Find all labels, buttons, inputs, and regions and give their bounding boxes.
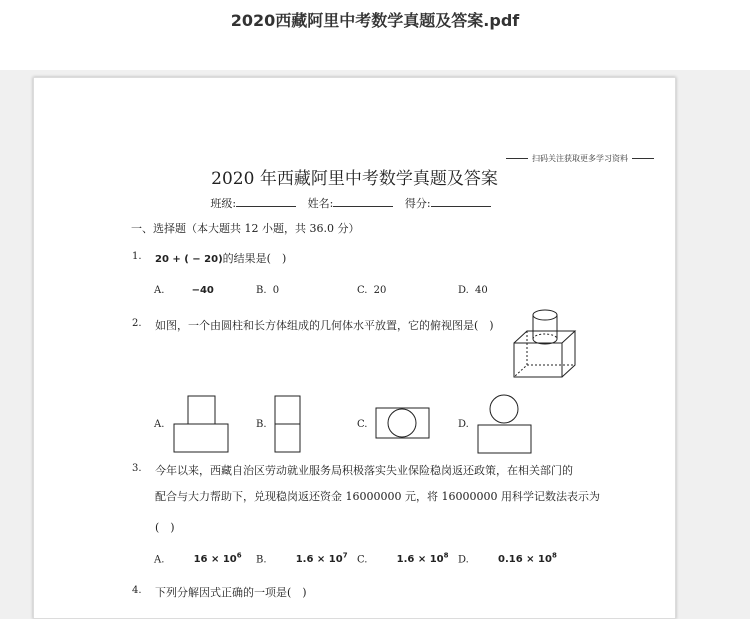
q3-option-b-label: B. <box>256 554 267 566</box>
q2-option-d-figure <box>478 394 532 456</box>
field-class-blank <box>236 196 296 207</box>
q1-option-a-value: −40 <box>191 285 214 296</box>
q3-option-a-exponent: 6 <box>236 552 242 560</box>
q1-option-c <box>357 285 386 296</box>
q3-option-c-label: C. <box>357 554 368 566</box>
q1-option-d-value: 40 <box>475 285 488 296</box>
q3-option-a <box>154 552 242 565</box>
q3-option-c-exponent: 8 <box>443 552 449 560</box>
field-class-label: 班级: <box>210 197 237 210</box>
file-title: 2020西藏阿里中考数学真题及答案.pdf <box>230 11 520 30</box>
q2-option-c-label: C. <box>357 419 368 430</box>
q2-option-d-label: D. <box>458 419 469 430</box>
q3-number: 3. <box>132 463 142 474</box>
q2-option-a-figure <box>174 396 228 454</box>
box-front-face <box>514 343 562 377</box>
q2-option-b-label: B. <box>256 419 267 430</box>
box-right-face <box>562 331 575 377</box>
q2-number: 2. <box>132 318 142 329</box>
q1-number: 1. <box>132 251 142 262</box>
scan-note-rule-right <box>632 158 654 159</box>
q4-stem: 下列分解因式正确的一项是( ) <box>155 586 307 599</box>
viewer-header <box>0 0 750 70</box>
q3-option-a-label: A. <box>154 554 165 566</box>
q2-option-a-label: A. <box>154 419 165 430</box>
q3-option-b-exponent: 7 <box>342 552 348 560</box>
q1-option-a <box>154 285 214 296</box>
q2-option-c-figure <box>376 408 430 440</box>
q1-option-c-value: 20 <box>373 285 387 296</box>
q1-stem-math: 20 + ( − 20) <box>155 254 223 265</box>
document-title: 2020 年西藏阿里中考数学真题及答案 <box>211 169 498 189</box>
cylinder-top <box>533 310 557 320</box>
field-score-blank <box>431 196 491 207</box>
q1-option-b-value: 0 <box>272 285 280 296</box>
field-name-label: 姓名: <box>307 197 334 210</box>
q2-stem: 如图，一个由圆柱和长方体组成的几何体水平放置，它的俯视图是( ) <box>155 319 494 332</box>
q3-option-b <box>256 552 348 565</box>
box-top-face <box>514 331 575 343</box>
q1-option-a-label: A. <box>154 285 165 296</box>
box-hidden-edges-left <box>514 331 527 377</box>
field-score-label: 得分: <box>404 197 431 210</box>
q3-stem-line1: 今年以来，西藏自治区劳动就业服务局积极落实失业保险稳岗返还政策，在相关部门的 <box>155 464 573 477</box>
q3-option-b-base: 1.6 × 10 <box>295 554 343 566</box>
section-heading: 一、选择题（本大题共 12 小题，共 36.0 分） <box>131 222 360 235</box>
q3-option-a-base: 16 × 10 <box>193 554 237 566</box>
q3-option-d-base: 0.16 × 10 <box>498 554 552 566</box>
q2-option-b-figure <box>275 396 301 454</box>
field-name-blank <box>333 196 393 207</box>
document-page[interactable] <box>33 77 676 619</box>
q1-option-d <box>458 285 488 296</box>
student-info-fields <box>34 195 675 211</box>
q4-number: 4. <box>132 585 142 596</box>
scan-note <box>502 153 658 164</box>
scan-note-rule-left <box>506 158 528 159</box>
q3-option-d-label: D. <box>458 554 469 566</box>
q1-stem-text: 的结果是( ) <box>222 252 287 265</box>
q2-solid-figure <box>514 309 578 381</box>
q1-option-c-label: C. <box>357 285 368 296</box>
q1-option-d-label: D. <box>458 285 469 296</box>
cylinder-bottom-back <box>533 334 557 339</box>
q3-option-d-exponent: 8 <box>551 552 557 560</box>
q1-option-b-label: B. <box>256 285 267 296</box>
q3-option-c-base: 1.6 × 10 <box>396 554 444 566</box>
q3-stem-line3: ( ) <box>155 521 175 534</box>
q3-option-d <box>458 552 557 565</box>
q3-option-c <box>357 552 449 565</box>
q3-stem-line2: 配合与大力帮助下，兑现稳岗返还资金 16000000 元，将 16000000 用科学记数法表示为 <box>155 490 600 503</box>
q1-option-b <box>256 285 279 296</box>
scan-note-text: 扫码关注获取更多学习资料 <box>532 154 628 163</box>
q1-stem <box>155 250 286 266</box>
